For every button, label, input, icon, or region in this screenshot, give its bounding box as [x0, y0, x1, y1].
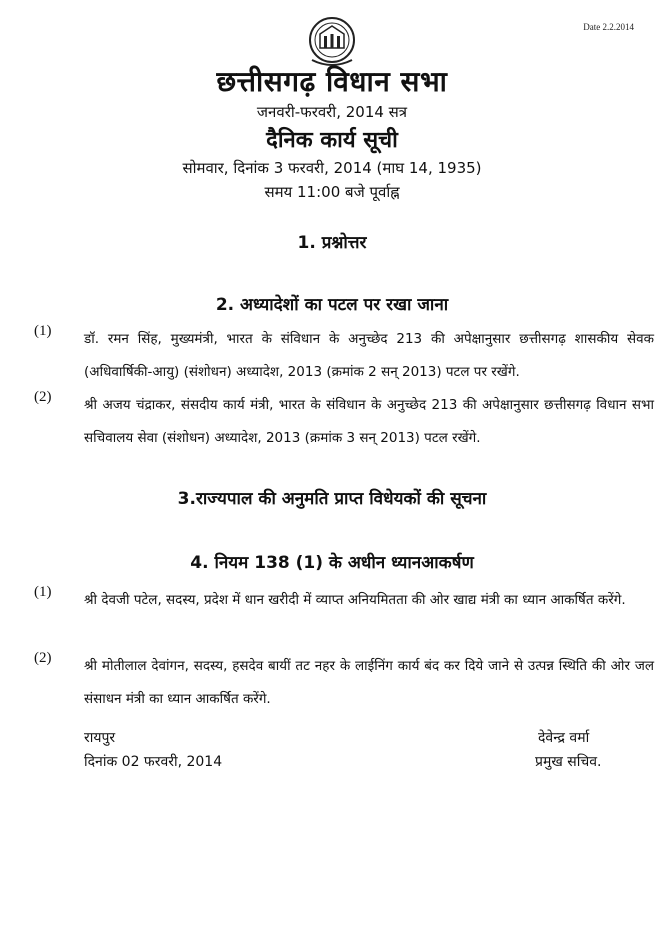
- item-text: डॉ. रमन सिंह, मुख्यमंत्री, भारत के संविधान के अनुच्छेद 213 की अपेक्षानुसार छत्तीसगढ़ शासकीय सेवक (अधिवार्षिकी-आयु) (संशोधन) अध्यादेश, 2013 (क्रमांक 2 सन् 2013) पटल पर रखेंगे.: [84, 331, 654, 380]
- time-line: समय 11:00 बजे पूर्वाह्न: [264, 183, 400, 201]
- section-heading-1: 1. प्रश्नोत्तर: [297, 233, 367, 253]
- item-number: (2): [34, 389, 52, 405]
- item-number: (2): [34, 650, 52, 666]
- section-heading-4: 4. नियम 138 (1) के अधीन ध्यानआकर्षण: [190, 553, 474, 573]
- page-title: छत्तीसगढ़ विधान सभा: [216, 65, 448, 98]
- section-heading-3: 3.राज्यपाल की अनुमति प्राप्त विधेयकों की सूचना: [177, 489, 487, 509]
- item-text: श्री अजय चंद्राकर, संसदीय कार्य मंत्री, भारत के संविधान के अनुच्छेद 213 की अपेक्षानुसार छत्तीसगढ़ विधान सभा सचिवालय सेवा (संशोधन) अध्यादेश, 2013 (क्रमांक 3 सन् 2013) पटल रखेंगे.: [84, 397, 654, 446]
- date-note: Date 2.2.2014: [583, 22, 634, 32]
- item-number: (1): [34, 323, 52, 339]
- session-label: जनवरी-फरवरी, 2014 सत्र: [256, 103, 408, 121]
- footer-place: रायपुर: [84, 730, 116, 746]
- item-text: श्री मोतीलाल देवांगन, सदस्य, हसदेव बायीं तट नहर के लाईनिंग कार्य बंद कर दिये जाने से उत्पन्न स्थिति की ओर जल संसाधन मंत्री का ध्यान आकर्षित करेंगे.: [84, 658, 654, 707]
- signatory-name: देवेन्द्र वर्मा: [538, 730, 590, 746]
- agenda-title: दैनिक कार्य सूची: [266, 128, 398, 153]
- signatory-title: प्रमुख सचिव.: [535, 754, 602, 770]
- item-number: (1): [34, 584, 52, 600]
- section-heading-2: 2. अध्यादेशों का पटल पर रखा जाना: [215, 295, 449, 315]
- item-text: श्री देवजी पटेल, सदस्य, प्रदेश में धान खरीदी में व्याप्त अनियमितता की ओर खाद्य मंत्री का ध्यान आकर्षित करेंगे.: [84, 592, 626, 608]
- footer-date: दिनांक 02 फरवरी, 2014: [84, 754, 223, 770]
- date-line: सोमवार, दिनांक 3 फरवरी, 2014 (माघ 14, 1935): [182, 159, 482, 177]
